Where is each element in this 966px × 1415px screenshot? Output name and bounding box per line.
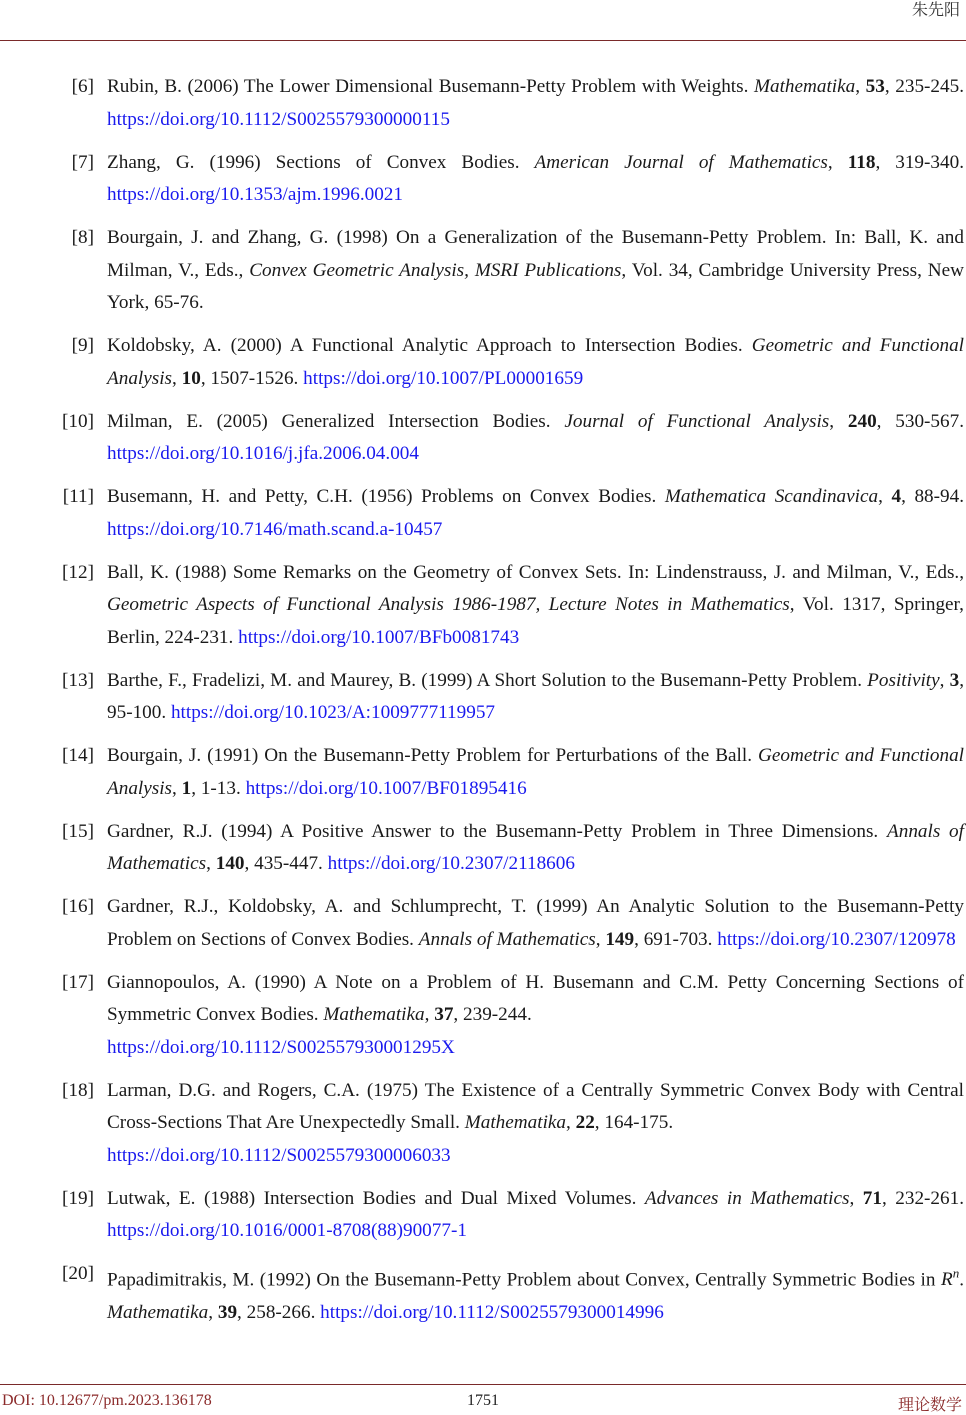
reference-journal: Mathematica Scandinavica bbox=[664, 486, 879, 507]
reference-doi-link[interactable]: https://doi.org/10.2307/2118606 bbox=[327, 853, 575, 874]
reference-authors-title: Gardner, R.J. (1994) A Positive Answer to the Busemann-Petty Problem in Three Dimensions. bbox=[107, 820, 887, 842]
reference-authors-title: Bourgain, J. (1991) On the Busemann-Petty Problem for Perturbations of the Ball. bbox=[107, 745, 759, 766]
reference-doi-link[interactable]: https://doi.org/10.1353/ajm.1996.0021 bbox=[107, 184, 403, 205]
reference-pages: , 1507-1526. bbox=[200, 367, 304, 389]
math-base: R bbox=[940, 1269, 953, 1291]
reference-item: [11] Busemann, H. and Petty, C.H. (1956) Problems on Convex Bodies. Mathematica Scandinavica, 4, 88-94. https://doi.org/10.7146/math.scand.a-10457 bbox=[0, 481, 966, 546]
reference-item: [17] Giannopoulos, A. (1990) A Note on a Problem of H. Busemann and C.M. Petty Concerning Sections of Symmetric Convex Bodies. Mathematika, 37, 239-244. https://doi.org/10.1112/S002557930001295X bbox=[0, 967, 966, 1065]
reference-pages: , 235-245. bbox=[884, 76, 964, 97]
reference-item: [20] Papadimitrakis, M. (1992) On the Busemann-Petty Problem about Convex, Centrally Symmetric Bodies in $R^n$. Mathematika, 39, 258-266. https://doi.org/10.1112/S0025579300014996 bbox=[0, 1258, 966, 1329]
reference-journal: Geometric and Functional Analysis bbox=[107, 745, 964, 799]
reference-volume: 10 bbox=[181, 367, 201, 389]
reference-volume: 240 bbox=[847, 410, 877, 432]
reference-volume: 1 bbox=[181, 777, 192, 799]
reference-number: [6] bbox=[71, 76, 94, 97]
reference-authors-title: Barthe, F., Fradelizi, M. and Maurey, B. (1999) A Short Solution to the Busemann-Petty Problem. bbox=[107, 669, 868, 691]
reference-pages: , Vol. 1317, Springer, Berlin, 224-231. bbox=[107, 594, 964, 648]
reference-number: [17] bbox=[62, 971, 94, 993]
reference-authors-title: Ball, K. (1988) Some Remarks on the Geometry of Convex Sets. In: Lindenstrauss, J. and Milman, V., Eds., bbox=[107, 561, 964, 583]
reference-number: [10] bbox=[62, 410, 94, 432]
reference-pages: , 258-266. bbox=[237, 1301, 321, 1323]
reference-number: [19] bbox=[62, 1187, 94, 1209]
reference-pages: , 435-447. bbox=[244, 853, 328, 874]
reference-number: [18] bbox=[62, 1079, 94, 1101]
reference-authors-title: Giannopoulos, A. (1990) A Note on a Problem of H. Busemann and C.M. Petty Concerning Sections of Symmetric Convex Bodies. bbox=[107, 971, 964, 1025]
reference-item bbox=[0, 222, 966, 320]
reference-number: [12] bbox=[62, 561, 94, 583]
reference-authors-title: Busemann, H. and Petty, C.H. (1956) Problems on Convex Bodies. bbox=[107, 486, 665, 507]
reference-pages: , Vol. 34, Cambridge University Press, New York, 65-76. bbox=[107, 259, 964, 313]
reference-item: [15] Gardner, R.J. (1994) A Positive Answer to the Busemann-Petty Problem in Three Dimensions. Annals of Mathematics, 140, 435-447. https://doi.org/10.2307/2118606 bbox=[0, 816, 966, 881]
reference-number: [9] bbox=[71, 335, 94, 356]
reference-item: [19] Lutwak, E. (1988) Intersection Bodies and Dual Mixed Volumes. Advances in Mathematics, 71, 232-261. https://doi.org/10.1016/0001-8708(88)90077-1 bbox=[0, 1183, 966, 1248]
reference-doi-link[interactable]: https://doi.org/10.1112/S0025579300006033 bbox=[107, 1144, 451, 1166]
footer-journal-name: 理论数学 bbox=[897, 1395, 962, 1414]
reference-volume: 22 bbox=[575, 1112, 595, 1133]
reference-pages: , 232-261. bbox=[881, 1187, 965, 1209]
reference-doi-link[interactable]: https://doi.org/10.1007/BFb0081743 bbox=[238, 626, 520, 648]
reference-authors-title: Papadimitrakis, M. (1992) On the Busemann-Petty Problem about Convex, Centrally Symmetric Bodies in bbox=[107, 1269, 941, 1291]
footer-divider bbox=[0, 1384, 966, 1385]
reference-journal: Mathematika bbox=[107, 1301, 209, 1323]
reference-doi-link[interactable]: https://doi.org/10.2307/120978 bbox=[717, 928, 956, 950]
reference-authors-title: Larman, D.G. and Rogers, C.A. (1975) The Existence of a Centrally Symmetric Convex Body with Central Cross-Sections That Are Unexpectedly Small. bbox=[107, 1079, 964, 1133]
reference-pages: , 95-100. bbox=[107, 669, 965, 723]
reference-volume: 118 bbox=[847, 151, 876, 173]
reference-journal: Positivity bbox=[867, 669, 940, 691]
reference-doi-link[interactable]: https://doi.org/10.1016/j.jfa.2006.04.004 bbox=[107, 443, 419, 464]
reference-list bbox=[0, 71, 966, 1340]
reference-item: [18] Larman, D.G. and Rogers, C.A. (1975) The Existence of a Centrally Symmetric Convex Body with Central Cross-Sections That Are Unexpectedly Small. Mathematika, 22, 164-175. https://doi.org/10.1112/S0025579300006033 bbox=[0, 1075, 966, 1173]
reference-item: [6] Rubin, B. (2006) The Lower Dimensional Busemann-Petty Problem with Weights. Mathematika, 53, 235-245. https://doi.org/10.1112/S0025579300000115 bbox=[0, 71, 966, 136]
reference-volume: 53 bbox=[865, 76, 885, 97]
reference-authors-title: Gardner, R.J., Koldobsky, A. and Schlumprecht, T. (1999) An Analytic Solution to the Busemann-Petty Problem on Sections of Convex Bodies. bbox=[107, 896, 964, 950]
reference-item: [16] Gardner, R.J., Koldobsky, A. and Schlumprecht, T. (1999) An Analytic Solution to the Busemann-Petty Problem on Sections of Convex Bodies. Annals of Mathematics, 149, 691-703. https://doi.org/10.2307/120978 bbox=[0, 891, 966, 956]
reference-authors-title: Rubin, B. (2006) The Lower Dimensional Busemann-Petty Problem with Weights. bbox=[107, 76, 754, 97]
reference-item: [14] Bourgain, J. (1991) On the Busemann-Petty Problem for Perturbations of the Ball. Geometric and Functional Analysis, 1, 1-13. https://doi.org/10.1007/BF01895416 bbox=[0, 740, 966, 805]
reference-volume: 71 bbox=[862, 1187, 882, 1209]
running-header-author: 朱先阳 bbox=[911, 0, 960, 19]
reference-pages: , 164-175. bbox=[594, 1112, 674, 1133]
reference-number: [8] bbox=[71, 227, 94, 248]
reference-journal: Geometric and Functional Analysis bbox=[107, 335, 964, 389]
reference-authors-title: Zhang, G. (1996) Sections of Convex Bodies. bbox=[107, 151, 535, 173]
reference-volume: 4 bbox=[891, 486, 902, 507]
reference-number: [14] bbox=[62, 745, 94, 766]
math-superscript: n bbox=[952, 1266, 960, 1281]
reference-doi-link[interactable]: https://doi.org/10.1023/A:1009777119957 bbox=[170, 702, 496, 723]
reference-number: [20] bbox=[62, 1263, 94, 1284]
reference-separator: . bbox=[959, 1269, 964, 1291]
reference-item: [9] Koldobsky, A. (2000) A Functional Analytic Approach to Intersection Bodies. Geometric and Functional Analysis, 10, 1507-1526. https://doi.org/10.1007/PL00001659 bbox=[0, 330, 966, 395]
reference-volume: 140 bbox=[215, 853, 245, 874]
reference-journal: Journal of Functional Analysis bbox=[564, 410, 830, 432]
reference-volume: 39 bbox=[217, 1301, 238, 1323]
reference-pages: , 319-340. bbox=[875, 151, 964, 173]
reference-item: [13] Barthe, F., Fradelizi, M. and Maurey, B. (1999) A Short Solution to the Busemann-Petty Problem. Positivity, 3, 95-100. https://doi.org/10.1023/A:1009777119957 bbox=[0, 665, 966, 730]
reference-number: [11] bbox=[62, 486, 94, 507]
reference-number: [15] bbox=[62, 820, 94, 842]
reference-doi-link[interactable]: https://doi.org/10.1112/S0025579300014996 bbox=[320, 1301, 664, 1323]
reference-volume: 3 bbox=[949, 669, 960, 691]
reference-journal: Mathematika bbox=[754, 76, 856, 97]
reference-number: [7] bbox=[71, 151, 94, 173]
reference-journal: Geometric Aspects of Functional Analysis 1986-1987, Lecture Notes in Mathematics bbox=[107, 594, 790, 615]
reference-doi-link[interactable]: https://doi.org/10.1112/S0025579300000115 bbox=[107, 108, 450, 130]
reference-volume: 37 bbox=[434, 1004, 454, 1025]
reference-number: [16] bbox=[62, 896, 94, 917]
reference-journal: American Journal of Mathematics bbox=[534, 151, 828, 173]
reference-authors-title: Bourgain, J. and Zhang, G. (1998) On a Generalization of the Busemann-Petty Problem. In: Ball, K. and Milman, V., Eds., bbox=[107, 227, 964, 281]
reference-journal: Mathematika bbox=[464, 1112, 567, 1133]
reference-pages: , 530-567. bbox=[876, 410, 965, 432]
reference-journal: Mathematika bbox=[323, 1004, 425, 1025]
reference-doi-link[interactable]: https://doi.org/10.1007/BF01895416 bbox=[245, 777, 527, 799]
reference-journal: Annals of Mathematics bbox=[418, 928, 596, 950]
reference-authors-title: Koldobsky, A. (2000) A Functional Analytic Approach to Intersection Bodies. bbox=[107, 335, 752, 356]
reference-pages: , 1-13. bbox=[191, 777, 246, 799]
math-symbol bbox=[940, 1266, 960, 1291]
footer-doi[interactable]: DOI: 10.12677/pm.2023.136178 bbox=[2, 1392, 212, 1409]
reference-item: [7] Zhang, G. (1996) Sections of Convex Bodies. American Journal of Mathematics, 118, 319-340. https://doi.org/10.1353/ajm.1996.0021 bbox=[0, 147, 966, 212]
reference-doi-link[interactable]: https://doi.org/10.7146/math.scand.a-10457 bbox=[107, 518, 443, 540]
page-number: 1751 bbox=[467, 1392, 499, 1409]
reference-authors-title: Milman, E. (2005) Generalized Intersection Bodies. bbox=[107, 410, 565, 432]
reference-pages: , 691-703. bbox=[634, 928, 718, 950]
reference-journal: Annals of Mathematics bbox=[107, 820, 964, 874]
reference-item: [10] Milman, E. (2005) Generalized Intersection Bodies. Journal of Functional Analysis, 240, 530-567. https://doi.org/10.1016/j.jfa.2006.04.004 bbox=[0, 406, 966, 471]
header-divider bbox=[0, 40, 966, 41]
reference-doi-link[interactable]: https://doi.org/10.1016/0001-8708(88)90077-1 bbox=[107, 1220, 467, 1241]
reference-authors-title: Lutwak, E. (1988) Intersection Bodies and Dual Mixed Volumes. bbox=[107, 1187, 645, 1209]
reference-volume: 149 bbox=[605, 928, 635, 950]
reference-pages: , 88-94. bbox=[901, 486, 965, 507]
reference-journal: Advances in Mathematics bbox=[644, 1187, 850, 1209]
reference-doi-link[interactable]: https://doi.org/10.1112/S002557930001295X bbox=[107, 1036, 455, 1058]
reference-item bbox=[0, 557, 966, 655]
reference-journal: Convex Geometric Analysis, MSRI Publications bbox=[249, 259, 622, 281]
reference-number: [13] bbox=[62, 669, 94, 691]
reference-pages: , 239-244. bbox=[453, 1004, 532, 1025]
reference-doi-link[interactable]: https://doi.org/10.1007/PL00001659 bbox=[303, 367, 584, 389]
